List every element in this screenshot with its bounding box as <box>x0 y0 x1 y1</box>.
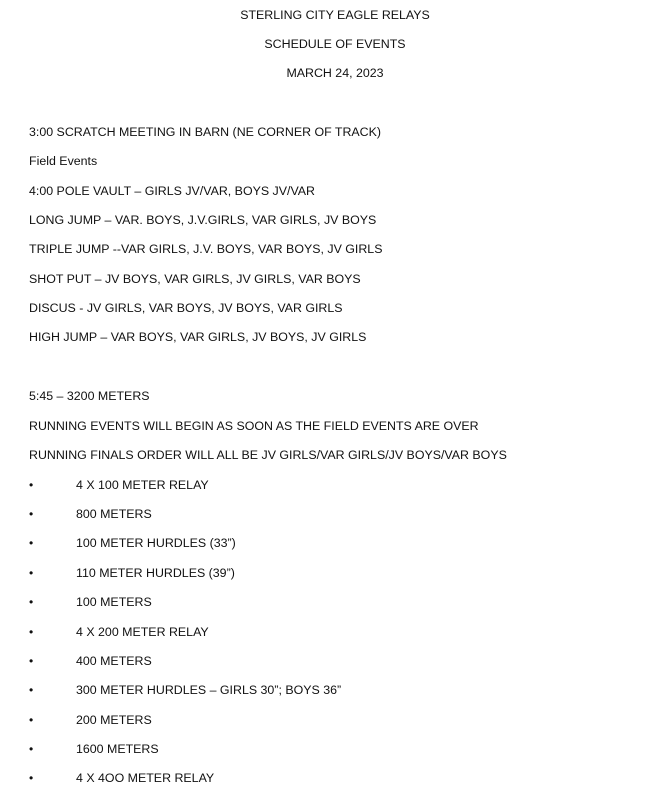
bullet-icon: • <box>29 507 34 521</box>
running-finals-order-note: RUNNING FINALS ORDER WILL ALL BE JV GIRLS/VAR GIRLS/JV BOYS/VAR BOYS <box>29 448 507 462</box>
list-item-label: 300 METER HURDLES – GIRLS 30”; BOYS 36” <box>76 683 342 697</box>
bullet-icon: • <box>29 566 34 580</box>
list-item-label: 200 METERS <box>76 713 152 727</box>
document-date: MARCH 24, 2023 <box>286 66 384 80</box>
triple-jump-line: TRIPLE JUMP --VAR GIRLS, J.V. BOYS, VAR BOYS, JV GIRLS <box>29 242 383 256</box>
document-title: STERLING CITY EAGLE RELAYS <box>240 8 430 22</box>
list-item-label: 1600 METERS <box>76 742 159 756</box>
bullet-icon: • <box>29 478 34 492</box>
discus-line: DISCUS - JV GIRLS, VAR BOYS, JV BOYS, VAR GIRLS <box>29 301 343 315</box>
list-item-label: 4 X 4OO METER RELAY <box>76 771 215 785</box>
high-jump-line: HIGH JUMP – VAR BOYS, VAR GIRLS, JV BOYS, JV GIRLS <box>29 330 367 344</box>
list-item-label: 110 METER HURDLES (39”) <box>76 566 235 580</box>
list-item-label: 100 METERS <box>76 595 152 609</box>
list-item-label: 4 X 200 METER RELAY <box>76 625 209 639</box>
pole-vault-line: 4:00 POLE VAULT – GIRLS JV/VAR, BOYS JV/VAR <box>29 184 316 198</box>
list-item-label: 800 METERS <box>76 507 152 521</box>
list-item-label: 4 X 100 METER RELAY <box>76 478 209 492</box>
bullet-icon: • <box>29 595 34 609</box>
bullet-icon: • <box>29 771 34 785</box>
long-jump-line: LONG JUMP – VAR. BOYS, J.V.GIRLS, VAR GIRLS, JV BOYS <box>29 213 377 227</box>
3200-meters-line: 5:45 – 3200 METERS <box>29 389 150 403</box>
document-subtitle: SCHEDULE OF EVENTS <box>264 37 406 51</box>
scratch-meeting-line: 3:00 SCRATCH MEETING IN BARN (NE CORNER OF TRACK) <box>29 125 382 139</box>
bullet-icon: • <box>29 625 34 639</box>
bullet-icon: • <box>29 742 34 756</box>
list-item-label: 100 METER HURDLES (33”) <box>76 536 236 550</box>
list-item-label: 400 METERS <box>76 654 152 668</box>
bullet-icon: • <box>29 713 34 727</box>
bullet-icon: • <box>29 536 34 550</box>
bullet-icon: • <box>29 654 34 668</box>
running-events-note: RUNNING EVENTS WILL BEGIN AS SOON AS THE FIELD EVENTS ARE OVER <box>29 419 479 433</box>
bullet-icon: • <box>29 683 34 697</box>
field-events-heading: Field Events <box>29 154 98 168</box>
shot-put-line: SHOT PUT – JV BOYS, VAR GIRLS, JV GIRLS, VAR BOYS <box>29 272 361 286</box>
